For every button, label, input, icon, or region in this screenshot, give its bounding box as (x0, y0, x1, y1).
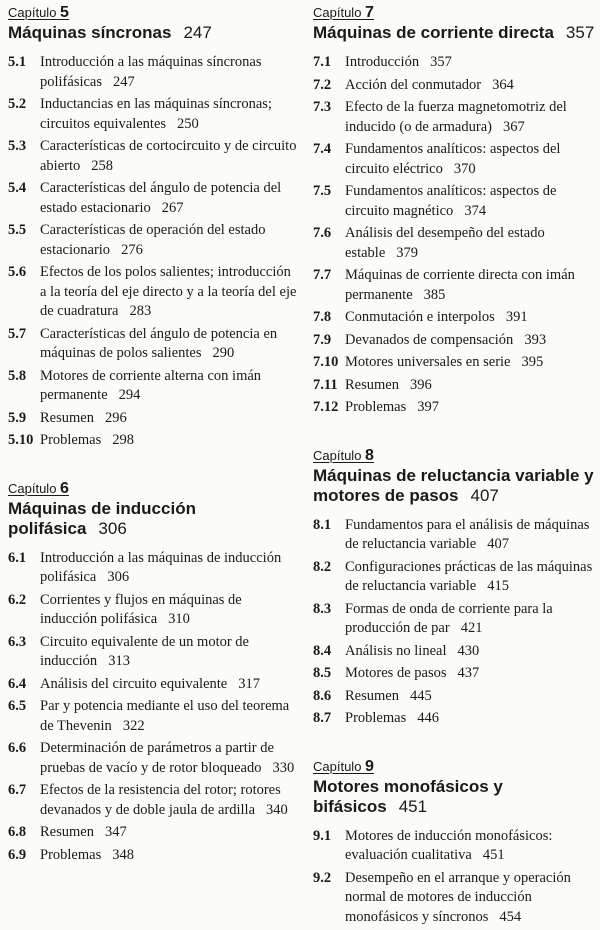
section-number: 5.6 (8, 263, 40, 322)
toc-entry (8, 53, 298, 92)
toc-entry (8, 633, 298, 672)
chapter-number: 6 (60, 480, 81, 497)
section-page: 421 (461, 620, 483, 636)
section-number: 5.10 (8, 431, 40, 451)
section-title: Par y potencia mediante el uso del teorema de Thevenin (40, 698, 289, 734)
section-number: 7.4 (313, 140, 345, 179)
chapter-title: Máquinas síncronas (8, 23, 171, 42)
toc-entry (8, 409, 298, 429)
section-number: 6.4 (8, 675, 40, 695)
section-title: Análisis del desempeño del estado estable (345, 225, 545, 261)
section-number: 8.6 (313, 687, 345, 707)
chapter-7 (313, 4, 600, 421)
section-number: 7.2 (313, 76, 345, 96)
section-number: 6.6 (8, 739, 40, 778)
section-page: 317 (238, 676, 260, 692)
section-number: 6.7 (8, 781, 40, 820)
toc-entry (313, 140, 600, 179)
section-page: 454 (499, 909, 521, 925)
toc-entry (313, 266, 600, 305)
section-title: Fundamentos analíticos: aspectos de circuito magnético (345, 183, 556, 219)
section-list (313, 827, 600, 928)
toc-entry (313, 182, 600, 221)
section-title: Motores universales en serie (345, 354, 511, 370)
toc-entry (8, 846, 298, 866)
section-page: 396 (410, 377, 432, 393)
section-page: 395 (522, 354, 544, 370)
section-title: Resumen (345, 688, 399, 704)
section-number: 5.5 (8, 221, 40, 260)
section-title: Formas de onda de corriente para la producción de par (345, 601, 553, 637)
section-page: 347 (105, 824, 127, 840)
section-title: Circuito equivalente de un motor de inducción (40, 634, 249, 670)
section-page: 296 (105, 410, 127, 426)
chapter-label (8, 480, 298, 498)
chapter-title: Motores monofásicos y bifásicos (313, 777, 503, 816)
section-title: Introducción a las máquinas de inducción polifásica (40, 550, 281, 586)
section-page: 370 (454, 161, 476, 177)
section-title: Inductancias en las máquinas síncronas; circuitos equivalentes (40, 96, 272, 132)
right-column (313, 4, 600, 930)
section-number: 8.4 (313, 642, 345, 662)
section-page: 451 (483, 847, 505, 863)
section-page: 397 (417, 399, 439, 415)
section-page: 313 (108, 653, 130, 669)
section-number: 5.3 (8, 137, 40, 176)
section-title: Problemas (40, 847, 101, 863)
section-number: 5.9 (8, 409, 40, 429)
chapter-heading (313, 777, 600, 817)
section-page: 290 (212, 345, 234, 361)
section-title: Análisis del circuito equivalente (40, 676, 227, 692)
section-title: Introducción a las máquinas síncronas polifásicas (40, 54, 261, 90)
section-page: 298 (112, 432, 134, 448)
section-page: 247 (113, 74, 135, 90)
toc-entry (313, 98, 600, 137)
toc-entry (313, 827, 600, 866)
toc-entry (313, 398, 600, 418)
section-title: Efectos de la resistencia del rotor; rotores devanados y de doble jaula de ardilla (40, 782, 281, 818)
toc-entry (313, 353, 600, 373)
section-number: 6.9 (8, 846, 40, 866)
section-title: Motores de corriente alterna con imán permanente (40, 368, 261, 404)
section-number: 7.3 (313, 98, 345, 137)
section-number: 7.10 (313, 353, 345, 373)
section-page: 330 (272, 760, 294, 776)
section-number: 5.2 (8, 95, 40, 134)
chapter-page: 407 (471, 486, 499, 505)
chapter-heading (313, 466, 600, 506)
section-page: 430 (458, 643, 480, 659)
section-number: 7.7 (313, 266, 345, 305)
section-page: 379 (396, 245, 418, 261)
section-number: 7.8 (313, 308, 345, 328)
section-page: 306 (107, 569, 129, 585)
section-page: 294 (119, 387, 141, 403)
section-number: 5.4 (8, 179, 40, 218)
section-title: Fundamentos para el análisis de máquinas de reluctancia variable (345, 517, 589, 553)
chapter-label-text: Capítulo (313, 5, 361, 20)
toc-entry (8, 179, 298, 218)
chapter-title: Máquinas de reluctancia variable y motores de pasos (313, 466, 594, 505)
toc-entry (8, 263, 298, 322)
section-title: Características del ángulo de potencia en máquinas de polos salientes (40, 326, 277, 362)
section-title: Conmutación e interpolos (345, 309, 495, 325)
section-number: 5.7 (8, 325, 40, 364)
section-title: Determinación de parámetros a partir de pruebas de vacío y de rotor bloqueado (40, 740, 274, 776)
section-title: Corrientes y flujos en máquinas de inducción polifásica (40, 592, 242, 628)
chapter-label (313, 447, 600, 465)
section-page: 322 (123, 718, 145, 734)
section-list (313, 53, 600, 418)
section-number: 8.5 (313, 664, 345, 684)
section-number: 7.11 (313, 376, 345, 396)
section-title: Acción del conmutador (345, 77, 481, 93)
section-page: 250 (177, 116, 199, 132)
chapter-5 (8, 4, 298, 454)
chapter-8 (313, 447, 600, 732)
chapter-label-text: Capítulo (8, 5, 56, 20)
toc-entry (313, 687, 600, 707)
chapter-title: Máquinas de corriente directa (313, 23, 554, 42)
chapter-label-text: Capítulo (8, 481, 56, 496)
section-number: 6.2 (8, 591, 40, 630)
section-title: Resumen (345, 377, 399, 393)
section-number: 7.1 (313, 53, 345, 73)
section-page: 445 (410, 688, 432, 704)
chapter-6 (8, 480, 298, 869)
chapter-number: 5 (60, 4, 81, 21)
toc-entry (8, 675, 298, 695)
section-page: 364 (492, 77, 514, 93)
section-title: Efectos de los polos salientes; introducción a la teoría del eje directo y a la teoría del eje de cuadratura (40, 264, 296, 319)
toc-entry (313, 53, 600, 73)
section-number: 9.1 (313, 827, 345, 866)
toc-entry (313, 600, 600, 639)
chapter-heading (8, 499, 298, 539)
section-title: Características de cortocircuito y de circuito abierto (40, 138, 296, 174)
toc-entry (8, 739, 298, 778)
toc-entry (8, 697, 298, 736)
section-page: 374 (464, 203, 486, 219)
section-number: 8.2 (313, 558, 345, 597)
section-list (8, 53, 298, 451)
chapter-heading (8, 23, 298, 43)
section-number: 9.2 (313, 869, 345, 928)
toc-entry (313, 76, 600, 96)
section-number: 6.5 (8, 697, 40, 736)
section-page: 393 (524, 332, 546, 348)
toc-entry (8, 591, 298, 630)
chapter-page: 451 (399, 797, 427, 816)
toc-entry (313, 709, 600, 729)
left-column (8, 4, 298, 868)
toc-entry (8, 549, 298, 588)
section-title: Características de operación del estado estacionario (40, 222, 265, 258)
toc-entry (313, 331, 600, 351)
chapter-title: Máquinas de inducción polifásica (8, 499, 196, 538)
section-title: Problemas (40, 432, 101, 448)
section-title: Problemas (345, 710, 406, 726)
section-page: 357 (430, 54, 452, 70)
section-page: 391 (506, 309, 528, 325)
section-page: 267 (162, 200, 184, 216)
section-page: 407 (487, 536, 509, 552)
section-title: Introducción (345, 54, 419, 70)
section-number: 6.3 (8, 633, 40, 672)
section-number: 7.12 (313, 398, 345, 418)
section-list (8, 549, 298, 866)
section-page: 367 (503, 119, 525, 135)
toc-entry (313, 516, 600, 555)
section-page: 283 (130, 303, 152, 319)
section-number: 7.9 (313, 331, 345, 351)
section-page: 340 (266, 802, 288, 818)
section-title: Motores de inducción monofásicos: evaluación cualitativa (345, 828, 552, 864)
section-page: 385 (424, 287, 446, 303)
section-number: 5.8 (8, 367, 40, 406)
section-title: Desempeño en el arranque y operación normal de motores de inducción monofásicos y síncronos (345, 870, 571, 925)
chapter-page: 247 (183, 23, 211, 42)
toc-entry (8, 823, 298, 843)
section-number: 8.1 (313, 516, 345, 555)
section-page: 415 (487, 578, 509, 594)
toc-entry (8, 431, 298, 451)
chapter-label (313, 4, 600, 22)
section-page: 348 (112, 847, 134, 863)
section-title: Características del ángulo de potencia del estado estacionario (40, 180, 281, 216)
section-page: 437 (458, 665, 480, 681)
toc-entry (8, 221, 298, 260)
section-title: Motores de pasos (345, 665, 447, 681)
section-title: Fundamentos analíticos: aspectos del circuito eléctrico (345, 141, 560, 177)
toc-entry (8, 325, 298, 364)
chapter-9 (313, 758, 600, 930)
section-title: Resumen (40, 410, 94, 426)
chapter-label (313, 758, 600, 776)
toc-entry (313, 869, 600, 928)
section-title: Máquinas de corriente directa con imán permanente (345, 267, 575, 303)
section-title: Efecto de la fuerza magnetomotriz del inducido (o de armadura) (345, 99, 567, 135)
chapter-heading (313, 23, 600, 43)
section-title: Configuraciones prácticas de las máquinas de reluctancia variable (345, 559, 592, 595)
toc-entry (8, 95, 298, 134)
chapter-label-text: Capítulo (313, 448, 361, 463)
section-page: 276 (121, 242, 143, 258)
section-number: 6.1 (8, 549, 40, 588)
chapter-label (8, 4, 298, 22)
section-number: 5.1 (8, 53, 40, 92)
toc-entry (8, 137, 298, 176)
chapter-label-text: Capítulo (313, 759, 361, 774)
section-title: Análisis no lineal (345, 643, 447, 659)
toc-entry (313, 642, 600, 662)
toc-entry (8, 781, 298, 820)
toc-entry (313, 376, 600, 396)
section-title: Problemas (345, 399, 406, 415)
chapter-page: 306 (98, 519, 126, 538)
chapter-number: 8 (365, 447, 386, 464)
toc-entry (8, 367, 298, 406)
chapter-number: 9 (365, 758, 386, 775)
toc-entry (313, 224, 600, 263)
section-title: Resumen (40, 824, 94, 840)
chapter-page: 357 (566, 23, 594, 42)
toc-entry (313, 558, 600, 597)
section-number: 7.5 (313, 182, 345, 221)
section-page: 446 (417, 710, 439, 726)
section-number: 7.6 (313, 224, 345, 263)
section-list (313, 516, 600, 729)
section-number: 8.7 (313, 709, 345, 729)
section-number: 8.3 (313, 600, 345, 639)
toc-entry (313, 664, 600, 684)
section-page: 258 (91, 158, 113, 174)
section-title: Devanados de compensación (345, 332, 513, 348)
toc-entry (313, 308, 600, 328)
section-page: 310 (168, 611, 190, 627)
section-number: 6.8 (8, 823, 40, 843)
chapter-number: 7 (365, 4, 386, 21)
